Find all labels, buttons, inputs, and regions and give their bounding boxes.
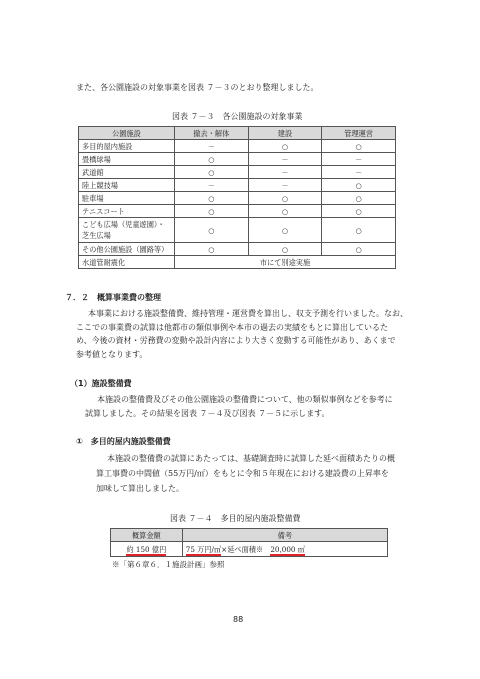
remark-cell xyxy=(182,542,387,557)
cell: ○ xyxy=(322,243,396,256)
table-row xyxy=(79,153,396,166)
section72-paragraph xyxy=(76,307,408,361)
facility-name: 武道館 xyxy=(79,166,175,179)
table73-caption: 図表 ７－３ 各公園施設の対象事業 xyxy=(172,112,303,121)
paragraph-line: 試算しました。その結果を図表 ７－４及び図表 ７－５に示します。 xyxy=(85,409,330,418)
facility-name: 畳橋球場 xyxy=(79,153,175,166)
sub1-heading: ① 多目的屋内施設整備費 xyxy=(76,437,171,446)
cell: － xyxy=(322,153,396,166)
cell: ○ xyxy=(174,205,248,218)
sub1-paragraph xyxy=(96,451,395,496)
paragraph-line: 本施設の整備費の試算にあたっては、基礎調査時に試算した延べ面積あたりの概 xyxy=(107,454,395,463)
facility-name: その他公園施設（園路等） xyxy=(79,243,175,256)
table-row xyxy=(111,542,388,557)
section72-heading: ７．２ 概算事業費の整理 xyxy=(65,293,161,302)
table73-header: 建設 xyxy=(248,127,322,140)
paragraph-line: 本施設の整備費及びその他公園施設の整備費について、他の類似事例などを参考に xyxy=(97,395,393,404)
paragraph-line: 加味して算出しました。 xyxy=(96,484,184,493)
paragraph-line: 本事業における施設整備費、維持管理・運営費を算出し、収支予測を行いました。なお、 xyxy=(88,309,408,318)
cell: － xyxy=(174,179,248,192)
remark-unit-price: 75 万円/㎡ xyxy=(185,544,222,554)
cell: ○ xyxy=(248,205,322,218)
cell: － xyxy=(248,153,322,166)
facility-name: 駐車場 xyxy=(79,192,175,205)
table73-header: 管理運営 xyxy=(322,127,396,140)
facility-name: 多目的屋内施設 xyxy=(79,140,175,153)
remark-multiply: ×延べ面積※ xyxy=(221,544,264,554)
table-row xyxy=(79,205,396,218)
table-row xyxy=(79,243,396,256)
table74-caption: 図表 ７－４ 多目的屋内施設整備費 xyxy=(170,514,301,523)
cell: ○ xyxy=(322,192,396,205)
facility-name: 陸上競技場 xyxy=(79,179,175,192)
facility-name: テニスコート xyxy=(79,205,175,218)
table73-header: 撤去・解体 xyxy=(174,127,248,140)
cell: ○ xyxy=(174,218,248,243)
facility-name-line1: こども広場（児童遊園）・ xyxy=(82,220,165,229)
table-row xyxy=(79,179,396,192)
table73 xyxy=(78,126,396,269)
cell: ○ xyxy=(322,218,396,243)
cell: ○ xyxy=(322,179,396,192)
remark-area: 20,000 ㎡ xyxy=(270,544,305,554)
table-row xyxy=(79,140,396,153)
table-row xyxy=(79,256,396,269)
cell: － xyxy=(174,140,248,153)
cell: ○ xyxy=(174,166,248,179)
intro-text: また、各公園施設の対象事業を図表 ７－３のとおり整理しました。 xyxy=(76,83,319,92)
cell: ○ xyxy=(248,140,322,153)
paragraph-line: 参考値となります。 xyxy=(76,349,148,359)
cell: ○ xyxy=(248,243,322,256)
page-number: 88 xyxy=(233,615,244,624)
table74-header-row xyxy=(111,529,388,542)
cell: － xyxy=(322,166,396,179)
table-row xyxy=(79,166,396,179)
paragraph-line: め、今後の資材・労務費の変動や設計内容により大きく変動する可能性があり、あくまで xyxy=(76,336,396,345)
cell: － xyxy=(248,166,322,179)
section1-heading: （1）施設整備費 xyxy=(70,379,132,388)
paragraph-line: 算工事費の中間値（55万円/㎡）をもとに令和５年現在における建設費の上昇率を xyxy=(96,469,389,478)
cell: ○ xyxy=(174,153,248,166)
section1-paragraph xyxy=(85,393,393,421)
table74 xyxy=(110,528,388,557)
cell: ○ xyxy=(248,218,322,243)
table73-header-row xyxy=(79,127,396,140)
cell: ○ xyxy=(248,192,322,205)
facility-name xyxy=(79,218,175,243)
amount-value: 約 150 億円 xyxy=(126,544,167,554)
table-row xyxy=(79,192,396,205)
cell: ○ xyxy=(322,205,396,218)
table74-header: 備考 xyxy=(182,529,387,542)
amount-cell xyxy=(111,542,183,557)
cell: － xyxy=(248,179,322,192)
cell: ○ xyxy=(174,192,248,205)
facility-name: 水道管耐震化 xyxy=(79,256,175,269)
table74-header: 概算金額 xyxy=(111,529,183,542)
merged-note-cell: 市にて別途実施 xyxy=(174,256,395,269)
table74-note: ※「第６章６．１施設計画」参照 xyxy=(112,560,225,569)
cell: ○ xyxy=(322,140,396,153)
paragraph-line: ここでの事業費の試算は他都市の類似事例や本市の過去の実績をもとに算出しているた xyxy=(76,322,388,332)
cell: ○ xyxy=(174,243,248,256)
facility-name-line2: 芝生広場 xyxy=(82,231,111,240)
table73-header: 公園施設 xyxy=(79,127,175,140)
table-row xyxy=(79,218,396,243)
